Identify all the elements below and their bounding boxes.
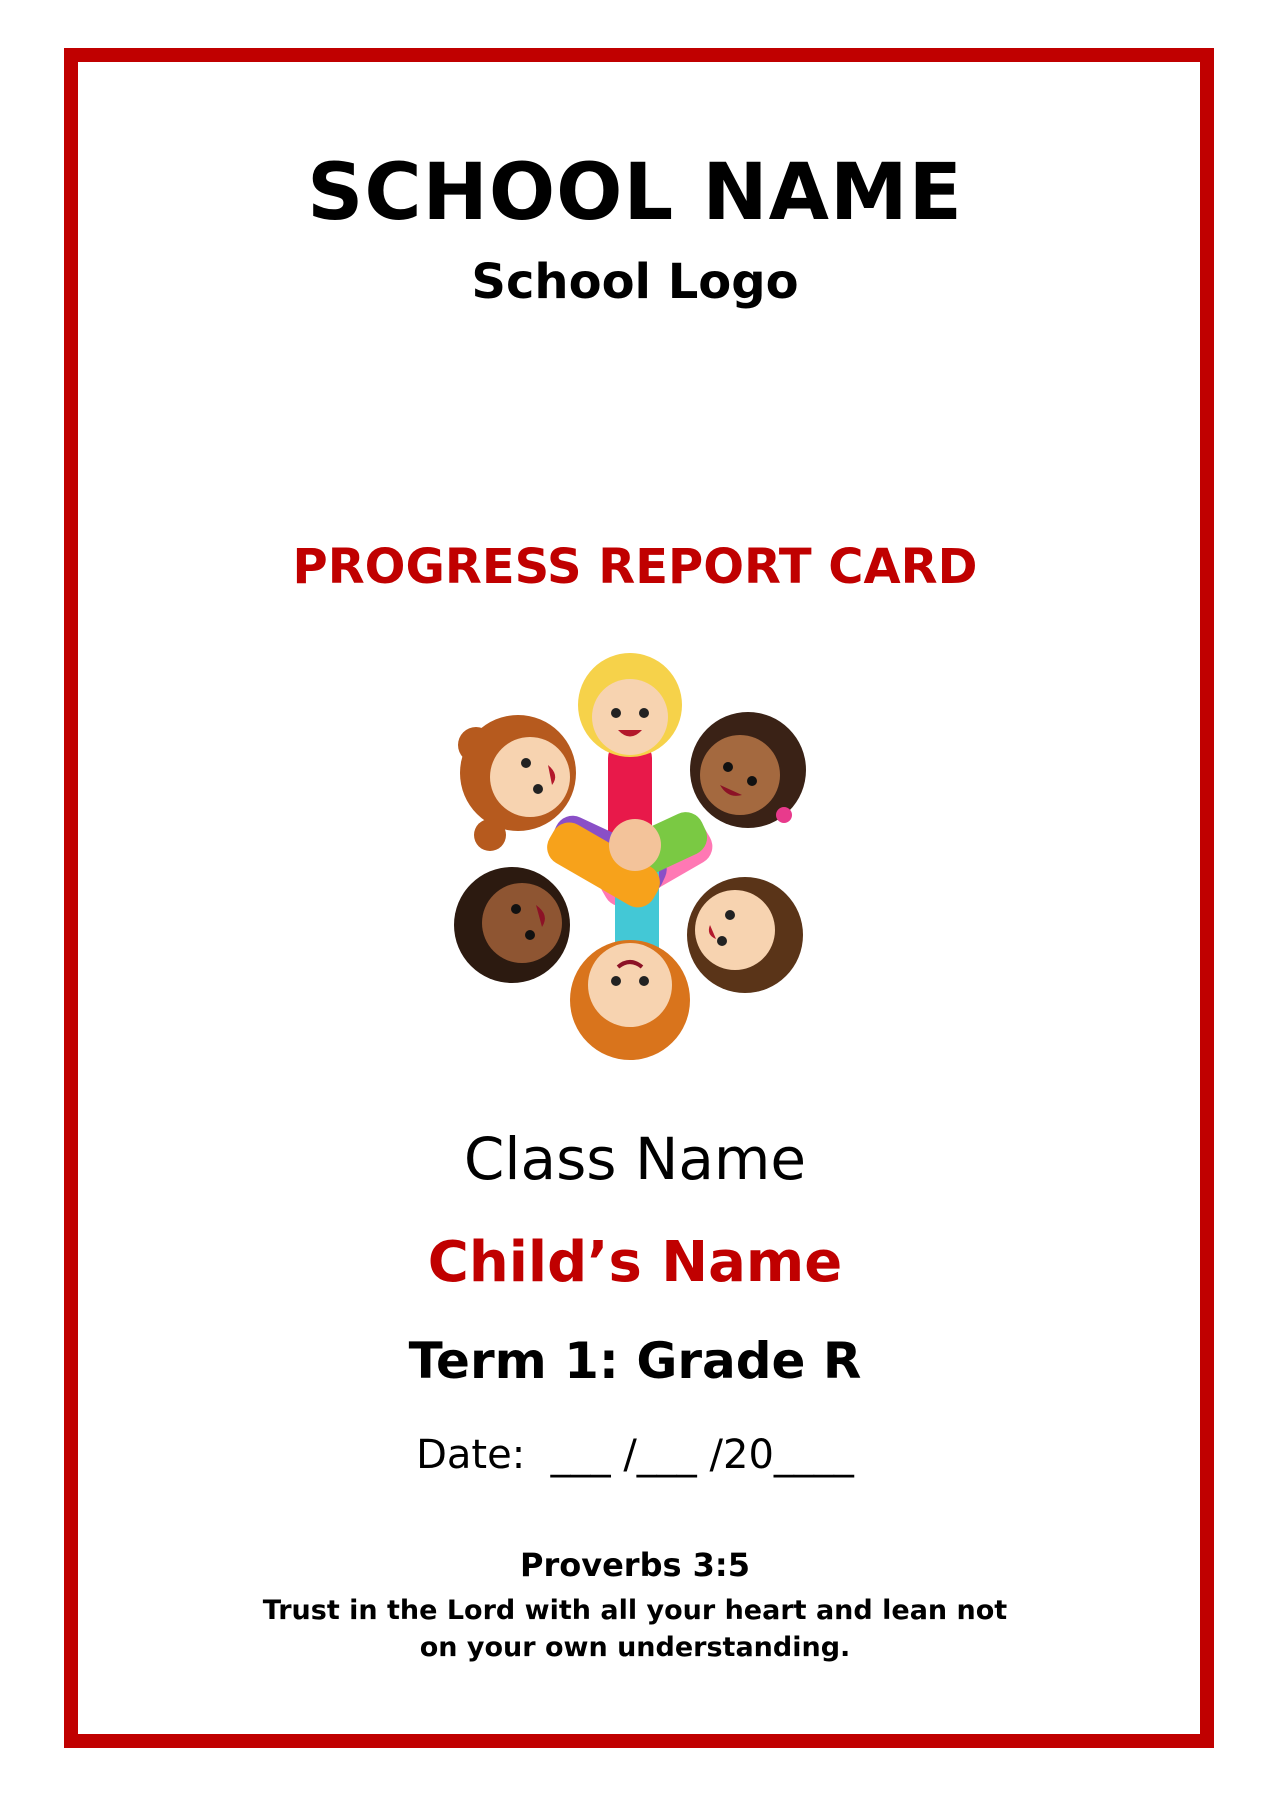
verse-text	[0, 1592, 1270, 1666]
school-logo-placeholder: School Logo	[471, 254, 799, 310]
verse-line-2: on your own understanding.	[419, 1632, 851, 1663]
verse-line-1: Trust in the Lord with all your heart and lean not	[262, 1595, 1008, 1626]
verse-reference: Proverbs 3:5	[520, 1546, 750, 1584]
school-name: SCHOOL NAME	[307, 148, 963, 238]
class-name: Class Name	[463, 1125, 807, 1193]
child-bottom	[570, 940, 690, 1060]
term-grade: Term 1: Grade R	[408, 1332, 862, 1390]
child-right	[687, 877, 803, 993]
child-top	[578, 653, 682, 757]
children-circle-illustration	[430, 635, 850, 1075]
child-top-right	[690, 712, 806, 828]
child-left-bottom	[454, 867, 570, 983]
report-title: PROGRESS REPORT CARD	[292, 539, 978, 595]
child-name: Child’s Name	[427, 1230, 843, 1295]
date-line: Date: ___ /___ /20____	[416, 1432, 854, 1478]
